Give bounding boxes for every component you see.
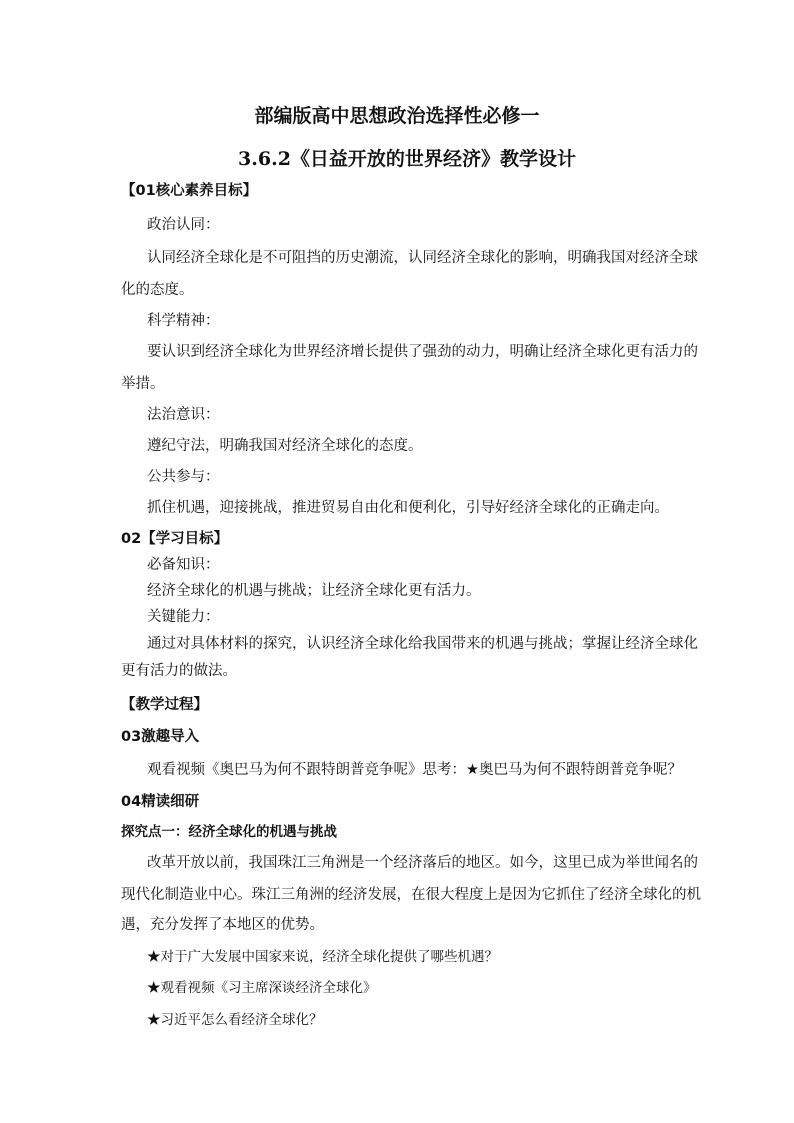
public-participation-label: 公共参与： <box>147 469 220 485</box>
key-ability-text-1: 通过对具体材料的探究，认识经济全球化给我国带来的机遇与挑战；掌握让经济全球化 <box>147 636 698 652</box>
section-03-heading: 03激趣导入 <box>121 729 200 745</box>
lead-in-text: 观看视频《奥巴马为何不跟特朗普竞争呢》思考：★奥巴马为何不跟特朗普竞争呢？ <box>147 762 682 778</box>
key-ability-label: 关键能力： <box>147 609 220 625</box>
political-identity-text-1: 认同经济全球化是不可阻挡的历史潮流，认同经济全球化的影响，明确我国对经济全球 <box>147 250 698 266</box>
essential-knowledge-label: 必备知识： <box>147 557 220 573</box>
document-subtitle: 3.6.2《日益开放的世界经济》教学设计 <box>238 148 576 170</box>
political-identity-text-2: 化的态度。 <box>121 282 194 298</box>
question-2: ★观看视频《习主席深谈经济全球化》 <box>147 980 377 996</box>
scientific-spirit-text-2: 举措。 <box>121 376 165 392</box>
key-ability-text-2: 更有活力的做法。 <box>121 663 237 679</box>
rule-of-law-text: 遵纪守法，明确我国对经济全球化的态度。 <box>147 438 423 454</box>
rule-of-law-label: 法治意识： <box>147 407 220 423</box>
question-3: ★习近平怎么看经济全球化？ <box>147 1012 323 1028</box>
inquiry-point-1-title: 探究点一：经济全球化的机遇与挑战 <box>121 824 337 840</box>
pearl-river-paragraph-1: 改革开放以前，我国珠江三角洲是一个经济落后的地区。如今，这里已成为举世闻名的 <box>147 855 698 871</box>
public-participation-text: 抓住机遇，迎接挑战，推进贸易自由化和便利化，引导好经济全球化的正确走向。 <box>147 500 669 516</box>
scientific-spirit-text-1: 要认识到经济全球化为世界经济增长提供了强劲的动力，明确让经济全球化更有活力的 <box>147 344 698 360</box>
political-identity-label: 政治认同： <box>147 217 220 233</box>
teaching-process-heading: 【教学过程】 <box>121 697 208 713</box>
document-title: 部编版高中思想政治选择性必修一 <box>254 105 540 127</box>
question-1: ★对于广大发展中国家来说，经济全球化提供了哪些机遇？ <box>147 949 498 965</box>
essential-knowledge-text: 经济全球化的机遇与挑战；让经济全球化更有活力。 <box>147 583 481 599</box>
section-02-heading: 02【学习目标】 <box>121 531 229 547</box>
section-01-heading: 【01核心素养目标】 <box>121 183 258 199</box>
pearl-river-paragraph-2: 现代化制造业中心。珠江三角洲的经济发展，在很大程度上是因为它抓住了经济全球化的机 <box>121 887 701 903</box>
scientific-spirit-label: 科学精神： <box>147 313 220 329</box>
pearl-river-paragraph-3: 遇，充分发挥了本地区的优势。 <box>121 917 324 933</box>
section-04-heading: 04精读细研 <box>121 794 200 810</box>
